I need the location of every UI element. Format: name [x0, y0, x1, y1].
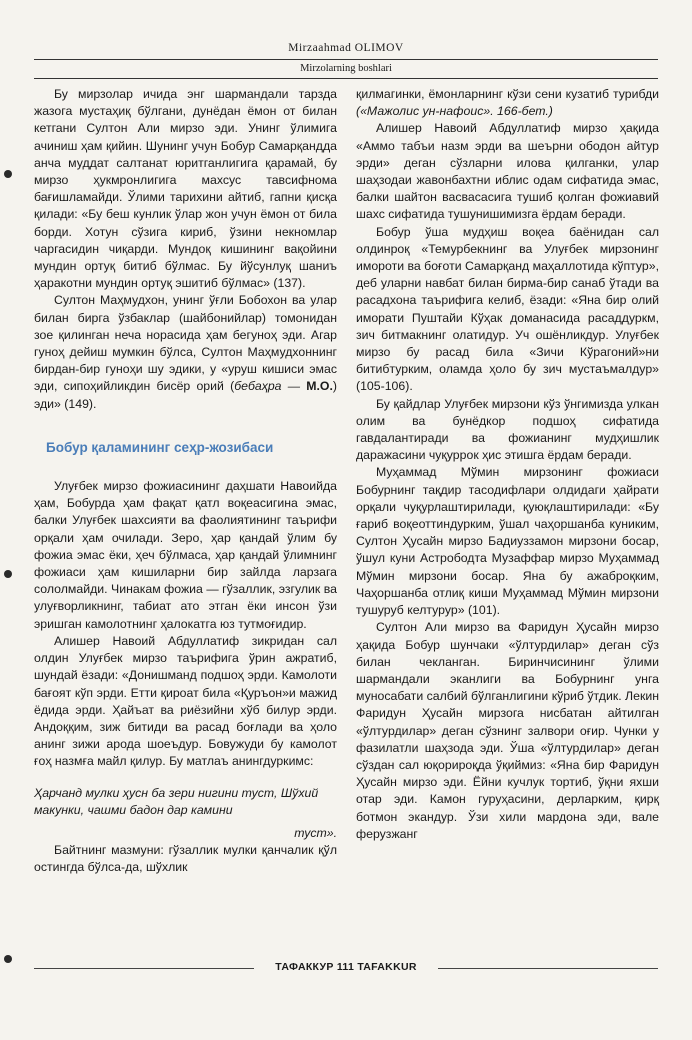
paragraph: Алишер Навоий Абдуллатиф зикридан сал олдин Улуғбек мирзо таърифига ўрин ажратиб, шундай ёзади: «Донишманд подшоҳ эрди. Камолоти бағоят кўп эрди. Етти қироат била «Қуръон»и мажид ёдида эрди. Ҳайъат ва риёзийни хўб билур эрди. Андоққим, зиж битиди ва расад боғлади ва ҳоло анинг зижи арода шоеъдур. Бовужуди бу камолот ғоҳ назмға майл қилур. Бу матлаъ анингдуркимс:: [34, 633, 337, 769]
citation-italic: («Мажолис ун-нафоис». 166-бет.): [356, 104, 553, 119]
header-rule-bottom: [34, 78, 658, 79]
paragraph: Улуғбек мирзо фожиасининг даҳшати Навоийда ҳам, Бобурда ҳам фақат қатл воқеасигина эмас, балки Улуғбек шахсияти ва фаолиятининг таърифи орқали ҳам очилади. Зеро, ҳар қандай ўлим бу фожиа эмас ёки, ҳеч бўлмаса, ҳар қандай ўлимнинг фожиаси ҳам кишиларни бир зайлда ларзага сололмайди. Чинакам фожиа — гўзаллик, эзгулик ва улуғворликнинг, табиат ато этган ёки инсон ўзи эришган камолотнинг ҳалокатга юз тутмоғидир.: [34, 479, 337, 631]
text-run: қилмагинки, ёмонларнинг кўзи сени кузатиб турибди: [356, 87, 659, 101]
paragraph: Алишер Навоий Абдуллатиф мирзо ҳақида «Аммо табъи назм эрди ва шеърни ободон айтур эрди» деган сўзларни илова қилганки, улар шаҳзодаи жавонбахтни иблис одам сифатида эмас, балки шайтон васвасасига тушиб қолган фожиавий шахс сифатида тушунишимизга ёрдам беради.: [356, 121, 659, 222]
verse-quote: Ҳарчанд мулки ҳусн ба зери нигини туст, Шўхий макунки, чашми бадон дар камини: [34, 785, 319, 817]
text-run: Султон Маҳмудхон, унинг ўғли Бобохон ва улар билан бирга ўзбаклар (шайбонийлар) томонидан зое қилинган неча норасида ҳам бегуноҳ эди. Агар гуноҳ дейиш мумкин бўлса, Султон Маҳмудхоннинг бирдан-бир гуноҳи шу эдики, у «уруш кишиси эмас эди, сипоҳийликдин бисёр орий (: [34, 293, 337, 394]
paragraph: Бу қайдлар Улуғбек мирзони кўз ўнгимизда улкан олим ва бунёдкор подшоҳ сифатида гавдалантиради ва фожианинг мудҳишлик даражасини чуқуррок ҳис этишга ёрдам беради.: [356, 396, 659, 463]
running-header-subtitle: Mirzolarning boshlari: [300, 63, 392, 74]
text-run: ) эди» (149).: [34, 379, 337, 411]
left-column: [34, 86, 337, 877]
paragraph: Бобур ўша мудҳиш воқеа баёнидан сал олдинроқ «Темурбекнинг ва Улуғбек мирзонинг имороти ва боғоти Самарқанд маҳаллотида кўптур», деб уларни навбат билан бирма-бир санаб ўтади ва расадхона таърифига келиб, ёзади: «Яна бир олий иморати Пуштайи Кўҳак доманасида расаддуркм, зич битмакнинг олатидур. Уч ошёнликдур. Улуғбек мирзо бу расад била «Зичи Кўрагоний»ни битибтурким, оламда ҳоло бу зич мустаъмалдур» (105-106).: [356, 224, 659, 394]
running-header-author: Mirzaahmad OLIMOV: [288, 42, 404, 54]
paragraph-continued: [356, 86, 659, 120]
paragraph: Султон Али мирзо ва Фаридун Ҳусайн мирзо ҳақида Бобур шунчаки «ўлтурдилар» деган сўз билан чекланган. Биринчисининг ўлими шармандали эканлиги ва Бобурнинг унга муносабати салбий бўлганлигини кўриб ўтдик. Лекин Фаридун Ҳусайн мирзога нисбатан айтилган «ўлтурдилар» деган сўзнинг залвори оғир. Чунки у фазилатли шаҳзода эди. Ўша «ўлтурдилар» деган сўздан сал юқорироқда ўқиймиз: «Яна бир Фаридун Ҳусайн мирзо эди. Ёйни кучлук тортиб, ўқни яхши отар эди. Камон гуруҳасини, дерларким, қирқ ботмон экандур. Ўзи хили мардона эди, вале ферузжанг: [356, 620, 659, 841]
author-initials: М.О.: [306, 379, 333, 394]
paragraph: Муҳаммад Мўмин мирзонинг фожиаси Бобурнинг тақдир тасодифлари олдидаги ҳайрати орқали чуқурлаштирилади, қуюқлаштирилади: «Бу ғариб воқеоттиндурким, ўшал чаҳоршанба куниким, Султон Ҳусайн мирзо Бадиуззамон мирзони босар, ўшул куни Астрободта Музаффар мирзо Муҳаммад Мўмин мирзони босар. Яна бу ажаброқким, Чаҳоршанба отлиқ киши Муҳаммад Мўмин мирзони тушуруб келтурур» (101).: [356, 465, 659, 618]
binder-hole: [4, 570, 12, 578]
footer-rule-right: [438, 968, 658, 969]
paragraph: [34, 292, 337, 412]
paragraph: Байтнинг мазмуни: гўзаллик мулки қанчалик қўл остингда бўлса-да, шўхлик: [34, 843, 337, 875]
right-column: [356, 86, 659, 843]
paragraph: Бу мирзолар ичида энг шармандали тарзда жазога мустаҳиқ бўлгани, дунёдан ёмон от билан кетгани Султон Али мирзо эди. Унинг ўлимига ачиниш ҳам қийин. Шунинг учун Бобур Самарқандда анча муддат салтанат юритганлигига қарамай, бу мирзо ҳукмронлигига махсус тавсифнома бағишламайди. Ўлими тарихини айтиб, гапни қисқа қилади: «Бу беш кунлик ўлар жон учун ёмон от била борди. Хотун сўзига кириб, ўзини некномлар чаргасидин чиқарди. Мундоқ кишининг вақойини мундин ортуқ битиб бўлмас. Бу йўсунлуқ шаниъ ҳаракотни мундин ортуқ эшитиб бўлмас» (137).: [34, 87, 337, 291]
page-footer: ТАФАККУР 111 TAFAKKUR: [275, 961, 417, 973]
header-rule-top: [34, 59, 658, 60]
section-title: Бобур қаламининг сеҳр-жозибаси: [46, 439, 274, 455]
verse-quote-end: туст».: [294, 825, 337, 840]
text-run-italic: бебаҳра —: [234, 379, 307, 394]
binder-hole: [4, 170, 12, 178]
